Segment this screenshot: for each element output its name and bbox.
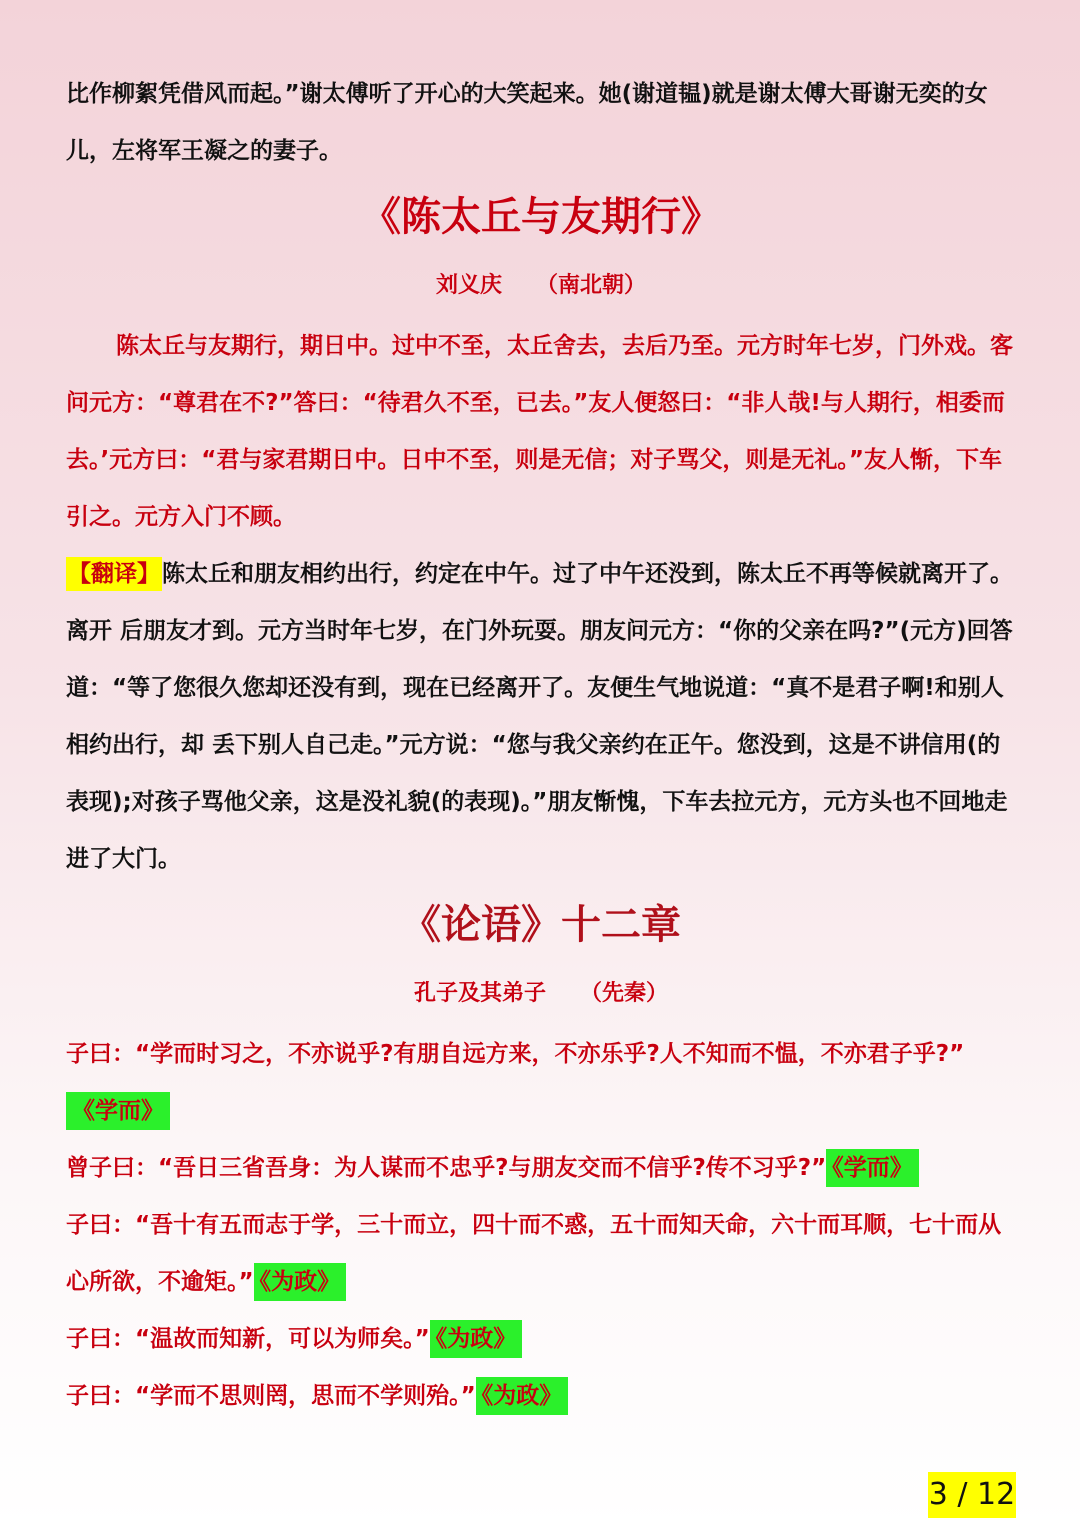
section2-dynasty: （先秦） (580, 981, 669, 1006)
quote-source-tag: 《为政》 (254, 1263, 347, 1301)
intro-paragraph: 比作柳絮凭借风而起。”谢太傅听了开心的大笑起来。她(谢道韫)就是谢太傅大哥谢无奕的女儿，左将军王凝之的妻子。 (66, 81, 988, 164)
section1-translation: 陈太丘和朋友相约出行，约定在中午。过了中午还没到，陈太丘不再等候就离开了。离开 后朋友才到。元方当时年七岁，在门外玩耍。朋友问元方：“你的父亲在吗?”(元方)回答道：“等了您很久您却还没有到，现在已经离开了。友便生气地说道：“真不是君子啊!和别人相约出行，却 丢下别人自己走。”元方说：“您与我父亲约在正午。您没到，这是不讲信用(的表现);对孩子骂他父亲，这是没礼貌(的表现)。”朋友惭愧，下车去拉元方，元方头也不回地走进了大门。 (66, 561, 1013, 872)
quote-text: 子曰：“吾十有五而志于学，三十而立，四十而不惑，五十而知天命，六十而耳顺，七十而从心所欲，不逾矩。” (66, 1212, 1002, 1295)
quote-text: 子曰：“学而时习之，不亦说乎?有朋自远方来，不亦乐乎?人不知而不愠，不亦君子乎?” (66, 1041, 965, 1067)
section2-title: 《论语》十二章 (401, 901, 681, 948)
quote-item (66, 1140, 1016, 1197)
quote-source-tag: 《为政》 (430, 1320, 523, 1358)
section1-original-text: 陈太丘与友期行，期日中。过中不至，太丘舍去，去后乃至。元方时年七岁，门外戏。客问元方：“尊君在不?”答曰：“待君久不至，已去。”友人便怒曰：“非人哉!与人期行，相委而去。’元方曰：“君与家君期日中。日中不至，则是无信；对子骂父，则是无礼。”友人惭，下车引之。元方入门不顾。 (66, 333, 1013, 530)
translation-tag: 【翻译】 (66, 557, 162, 591)
quote-item (66, 1197, 1016, 1311)
quote-text: 子曰：“温故而知新，可以为师矣。” (66, 1326, 430, 1352)
section1-author: 刘义庆 (435, 273, 502, 298)
section1-dynasty: （南北朝） (536, 273, 647, 298)
quote-item (66, 1311, 1016, 1368)
page-number-badge: 3 / 12 (928, 1472, 1016, 1518)
section1-author-line (66, 254, 1016, 318)
quote-source-tag: 《学而》 (66, 1092, 170, 1130)
quote-item (66, 1026, 1016, 1140)
section1-translation-paragraph (66, 546, 1016, 888)
section1-title: 《陈太丘与友期行》 (361, 193, 721, 240)
quote-text: 曾子曰：“吾日三省吾身：为人谋而不忠乎?与朋友交而不信乎?传不习乎?” (66, 1155, 827, 1181)
quote-text: 子曰：“学而不思则罔，思而不学则殆。” (66, 1383, 476, 1409)
quote-source-tag: 《为政》 (476, 1377, 569, 1415)
section2-author: 孔子及其弟子 (413, 981, 546, 1006)
document-page (66, 66, 1016, 1425)
section2-author-line (66, 962, 1016, 1026)
quote-item (66, 1368, 1016, 1425)
quote-source-tag: 《学而》 (826, 1149, 919, 1187)
